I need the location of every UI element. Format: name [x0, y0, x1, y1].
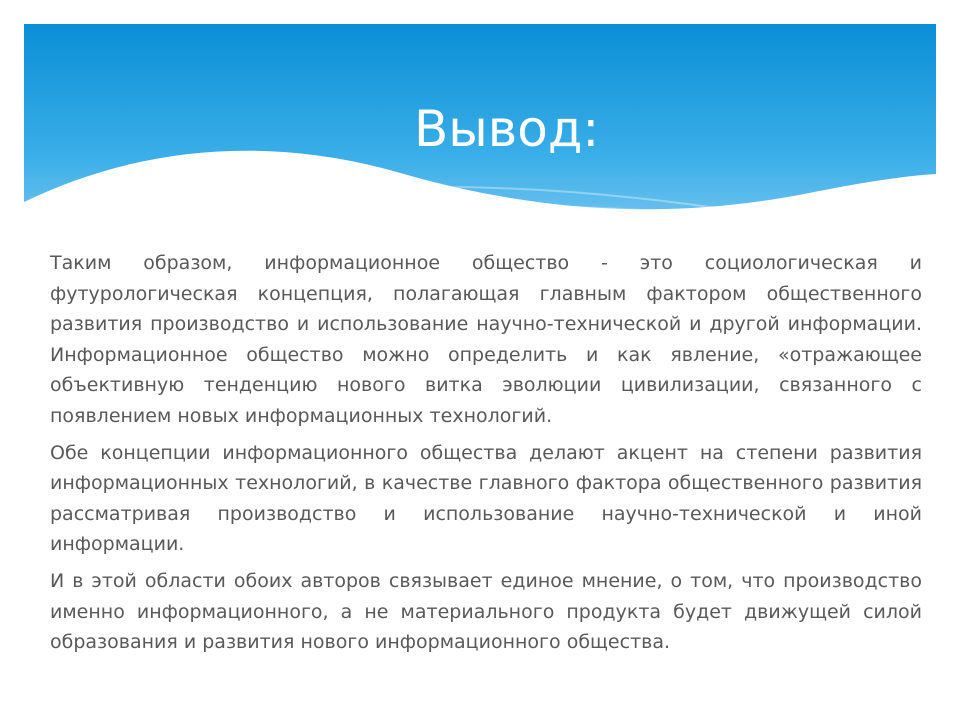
- paragraph-2: Обе концепции информационного общества делают акцент на степени развития информационных технологий, в качестве главного фактора общественного развития рассматривая производство и использование научно-технической и иной информации.: [50, 441, 922, 556]
- slide-title: Вывод:: [414, 100, 600, 158]
- paragraph-1: Таким образом, информационное общество - это социологическая и футурологическая концепция, полагающая главным фактором общественного развития производство и использование научно-технической и другой информации. Информационное общество можно определить и как явление, «отражающее объективную тенденцию нового витка эволюции цивилизации, связанного с появлением новых информационных технологий.: [50, 252, 922, 427]
- slide-body: [50, 248, 922, 664]
- paragraph-3: И в этой области обоих авторов связывает единое мнение, о том, что производство именно информационного, а не материального продукта будет движущей силой образования и развития нового информационного общества.: [50, 569, 922, 654]
- header-banner: [24, 24, 936, 264]
